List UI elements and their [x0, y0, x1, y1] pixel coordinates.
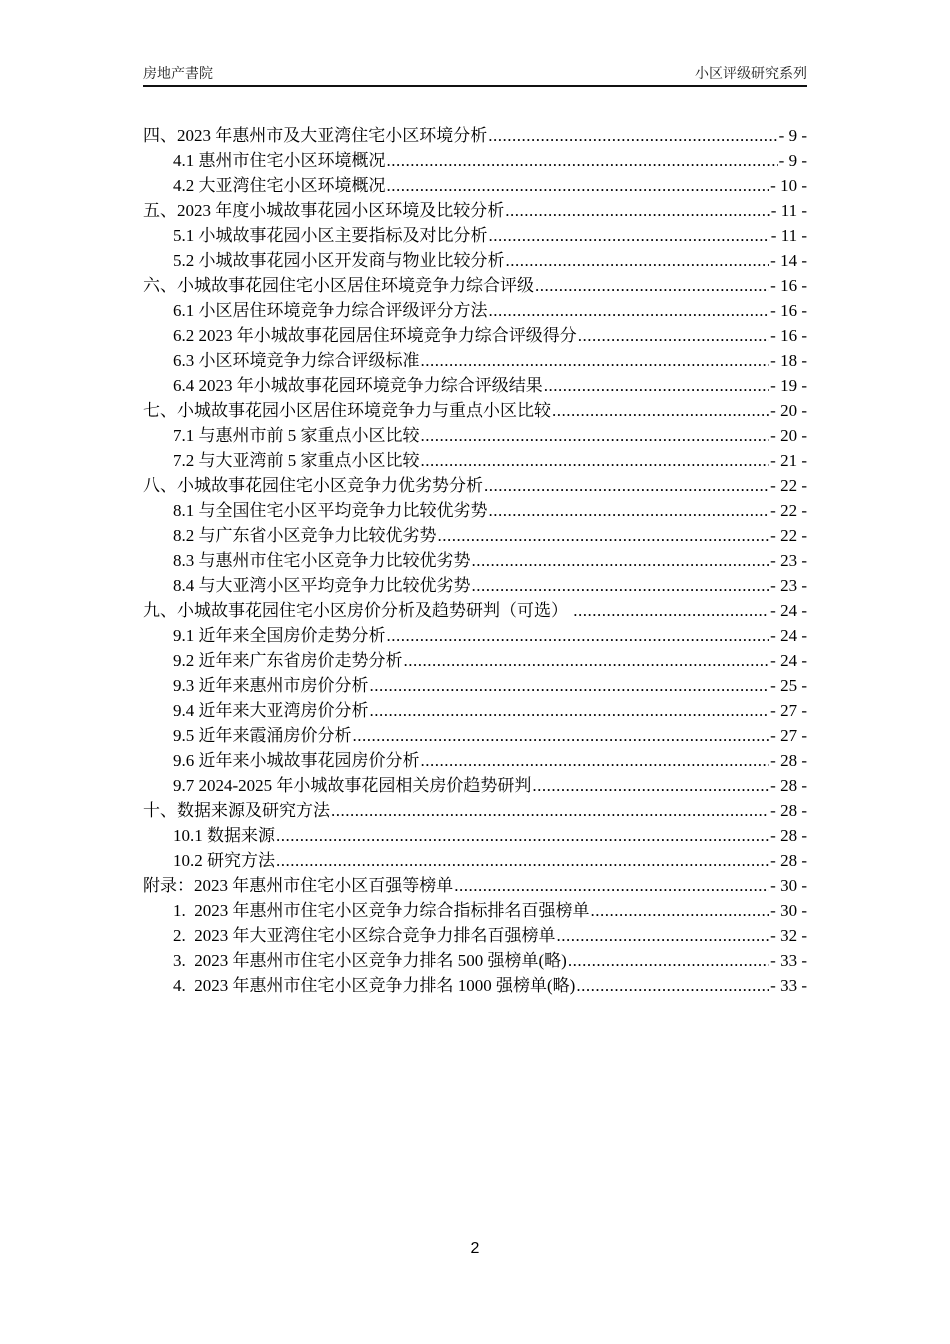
toc-entry-title: 八、小城故事花园住宅小区竞争力优劣势分析 [143, 476, 483, 495]
toc-entry[interactable] [143, 848, 807, 873]
toc-entry-title: 5.2 小城故事花园小区开发商与物业比较分析 [173, 251, 505, 270]
toc-entry[interactable] [143, 298, 807, 323]
toc-entry[interactable] [143, 273, 807, 298]
toc-dot-leader [489, 498, 770, 523]
toc-entry-page: - 28 - [770, 751, 807, 770]
toc-dot-leader [421, 348, 770, 373]
toc-dot-leader [573, 598, 769, 623]
toc-entry-title: 8.2 与广东省小区竞争力比较优劣势 [173, 526, 437, 545]
toc-entry-title: 10.1 数据来源 [173, 826, 275, 845]
toc-entry-title: 9.6 近年来小城故事花园房价分析 [173, 751, 420, 770]
toc-dot-leader [591, 898, 770, 923]
toc-entry[interactable] [143, 698, 807, 723]
toc-entry-title: 6.4 2023 年小城故事花园环境竞争力综合评级结果 [173, 376, 543, 395]
toc-dot-leader [557, 923, 770, 948]
toc-entry-page: - 9 - [778, 126, 807, 145]
toc-entry-page: - 21 - [770, 451, 807, 470]
toc-entry[interactable] [143, 523, 807, 548]
toc-entry[interactable] [143, 123, 807, 148]
toc-entry-page: - 30 - [770, 876, 807, 895]
toc-entry-title: 2. 2023 年大亚湾住宅小区综合竞争力排名百强榜单 [173, 926, 556, 945]
toc-entry-page: - 11 - [770, 226, 807, 245]
toc-entry[interactable] [143, 873, 807, 898]
toc-entry-title: 6.3 小区环境竞争力综合评级标准 [173, 351, 420, 370]
toc-entry[interactable] [143, 723, 807, 748]
toc-entry-title: 附录：2023 年惠州市住宅小区百强等榜单 [143, 876, 454, 895]
toc-entry-page: - 28 - [770, 801, 807, 820]
toc-entry-title: 9.2 近年来广东省房价走势分析 [173, 651, 403, 670]
toc-entry-page: - 27 - [770, 726, 807, 745]
toc-entry[interactable] [143, 223, 807, 248]
page-number: 2 [470, 1240, 480, 1257]
toc-entry[interactable] [143, 748, 807, 773]
toc-entry[interactable] [143, 573, 807, 598]
toc-entry-title: 8.4 与大亚湾小区平均竞争力比较优劣势 [173, 576, 471, 595]
toc-entry-title: 4. 2023 年惠州市住宅小区竞争力排名 1000 强榜单(略) [173, 976, 576, 995]
toc-entry-page: - 24 - [770, 651, 807, 670]
toc-entry-title: 7.2 与大亚湾前 5 家重点小区比较 [173, 451, 420, 470]
toc-entry-title: 十、数据来源及研究方法 [143, 801, 330, 820]
toc-entry-title: 9.5 近年来霞涌房价分析 [173, 726, 352, 745]
toc-dot-leader [421, 448, 770, 473]
toc-entry-page: - 18 - [770, 351, 807, 370]
toc-dot-leader [544, 373, 769, 398]
toc-dot-leader [370, 673, 770, 698]
table-of-contents [143, 123, 807, 998]
toc-entry-title: 4.2 大亚湾住宅小区环境概况 [173, 176, 386, 195]
toc-entry-title: 9.4 近年来大亚湾房价分析 [173, 701, 369, 720]
toc-dot-leader [421, 423, 770, 448]
toc-dot-leader [532, 773, 769, 798]
header-right-text: 小区评级研究系列 [695, 65, 807, 81]
toc-entry[interactable] [143, 448, 807, 473]
toc-entry-page: - 28 - [770, 776, 807, 795]
toc-dot-leader [505, 198, 770, 223]
toc-entry[interactable] [143, 623, 807, 648]
toc-dot-leader [276, 848, 769, 873]
toc-dot-leader [472, 548, 770, 573]
toc-entry[interactable] [143, 498, 807, 523]
header-left-text: 房地产書院 [143, 65, 213, 81]
toc-entry-page: - 23 - [770, 576, 807, 595]
toc-entry[interactable] [143, 898, 807, 923]
toc-entry-title: 六、小城故事花园住宅小区居住环境竞争力综合评级 [143, 276, 534, 295]
toc-entry[interactable] [143, 148, 807, 173]
toc-entry[interactable] [143, 798, 807, 823]
toc-dot-leader [552, 398, 769, 423]
toc-dot-leader [421, 748, 770, 773]
toc-dot-leader [454, 873, 769, 898]
toc-entry[interactable] [143, 198, 807, 223]
toc-entry-title: 6.2 2023 年小城故事花园居住环境竞争力综合评级得分 [173, 326, 577, 345]
toc-entry-page: - 22 - [770, 501, 807, 520]
toc-entry[interactable] [143, 948, 807, 973]
toc-dot-leader [576, 973, 769, 998]
toc-entry[interactable] [143, 548, 807, 573]
toc-entry-page: - 28 - [770, 826, 807, 845]
toc-entry[interactable] [143, 398, 807, 423]
toc-dot-leader [489, 223, 770, 248]
toc-entry-page: - 22 - [770, 476, 807, 495]
toc-entry-title: 9.1 近年来全国房价走势分析 [173, 626, 386, 645]
toc-entry-title: 9.3 近年来惠州市房价分析 [173, 676, 369, 695]
toc-entry-page: - 33 - [770, 951, 807, 970]
toc-dot-leader [353, 723, 770, 748]
toc-entry-page: - 20 - [770, 426, 807, 445]
toc-entry-page: - 16 - [770, 301, 807, 320]
toc-entry-page: - 32 - [770, 926, 807, 945]
toc-entry-page: - 16 - [770, 326, 807, 345]
toc-dot-leader [506, 248, 770, 273]
toc-entry[interactable] [143, 773, 807, 798]
toc-dot-leader [276, 823, 769, 848]
toc-entry[interactable] [143, 423, 807, 448]
toc-entry[interactable] [143, 923, 807, 948]
toc-entry-title: 10.2 研究方法 [173, 851, 275, 870]
toc-entry-title: 4.1 惠州市住宅小区环境概况 [173, 151, 386, 170]
toc-entry-title: 9.7 2024-2025 年小城故事花园相关房价趋势研判 [173, 776, 532, 795]
toc-entry-page: - 9 - [778, 151, 807, 170]
toc-entry-page: - 22 - [770, 526, 807, 545]
toc-entry-page: - 19 - [770, 376, 807, 395]
toc-entry-page: - 28 - [770, 851, 807, 870]
toc-dot-leader [404, 648, 770, 673]
toc-dot-leader [488, 123, 777, 148]
toc-dot-leader [484, 473, 769, 498]
toc-entry-page: - 30 - [770, 901, 807, 920]
toc-entry-page: - 16 - [770, 276, 807, 295]
toc-entry-title: 七、小城故事花园小区居住环境竞争力与重点小区比较 [143, 401, 551, 420]
toc-dot-leader [578, 323, 769, 348]
toc-entry-page: - 11 - [770, 201, 807, 220]
toc-entry-page: - 14 - [770, 251, 807, 270]
toc-dot-leader [387, 623, 770, 648]
toc-entry[interactable] [143, 323, 807, 348]
toc-entry-title: 5.1 小城故事花园小区主要指标及对比分析 [173, 226, 488, 245]
toc-entry[interactable] [143, 823, 807, 848]
toc-entry-title: 1. 2023 年惠州市住宅小区竞争力综合指标排名百强榜单 [173, 901, 590, 920]
toc-entry-page: - 24 - [770, 626, 807, 645]
toc-entry-title: 6.1 小区居住环境竞争力综合评级评分方法 [173, 301, 488, 320]
toc-entry-title: 3. 2023 年惠州市住宅小区竞争力排名 500 强榜单(略) [173, 951, 567, 970]
toc-entry[interactable] [143, 598, 807, 623]
toc-dot-leader [438, 523, 770, 548]
toc-dot-leader [387, 173, 770, 198]
toc-entry-page: - 27 - [770, 701, 807, 720]
toc-entry-title: 8.1 与全国住宅小区平均竞争力比较优劣势 [173, 501, 488, 520]
toc-entry-page: - 24 - [770, 601, 807, 620]
toc-entry-page: - 20 - [770, 401, 807, 420]
toc-dot-leader [387, 148, 778, 173]
toc-entry-page: - 25 - [770, 676, 807, 695]
toc-entry-page: - 33 - [770, 976, 807, 995]
toc-entry[interactable] [143, 348, 807, 373]
toc-dot-leader [331, 798, 769, 823]
toc-entry[interactable] [143, 973, 807, 998]
toc-dot-leader [472, 573, 770, 598]
toc-dot-leader [535, 273, 769, 298]
toc-entry-title: 7.1 与惠州市前 5 家重点小区比较 [173, 426, 420, 445]
toc-entry-page: - 23 - [770, 551, 807, 570]
toc-entry[interactable] [143, 673, 807, 698]
toc-entry[interactable] [143, 648, 807, 673]
page-header [143, 60, 807, 87]
toc-entry-page: - 10 - [770, 176, 807, 195]
toc-dot-leader [489, 298, 770, 323]
page-footer [0, 1240, 950, 1258]
toc-entry[interactable] [143, 473, 807, 498]
toc-entry-title: 8.3 与惠州市住宅小区竞争力比较优劣势 [173, 551, 471, 570]
toc-entry-title: 九、小城故事花园住宅小区房价分析及趋势研判（可选） [143, 601, 573, 620]
toc-entry[interactable] [143, 173, 807, 198]
toc-entry-title: 四、2023 年惠州市及大亚湾住宅小区环境分析 [143, 126, 488, 145]
toc-dot-leader [370, 698, 770, 723]
toc-entry[interactable] [143, 248, 807, 273]
toc-dot-leader [568, 948, 769, 973]
toc-entry[interactable] [143, 373, 807, 398]
toc-entry-title: 五、2023 年度小城故事花园小区环境及比较分析 [143, 201, 505, 220]
